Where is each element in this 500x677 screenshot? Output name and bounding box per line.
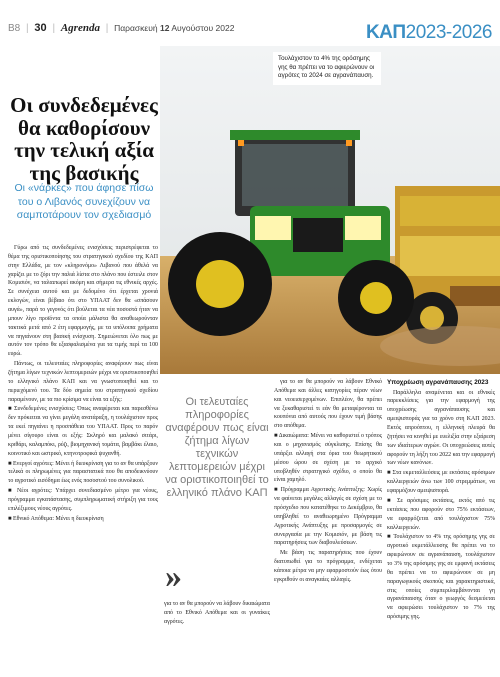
header-divider: | xyxy=(52,23,56,34)
paper-name: Agrenda xyxy=(60,22,100,34)
tractor-photo xyxy=(160,46,500,374)
paragraph: Γύρω από τις συνδεδεμένες ενισχύσεις περιστρέφεται το θέμα της οριστικοποίησης του στρατηγικού σχεδίου της ΚΑΠ στην Ελλάδα, με τον «κληρονόμο» Λιβανού που άθελά να χαρίζει με το ζόρι την παλιά λίστα στο πλάνο που έστειλε στον Κομισιόν, να ταλαιπωρεί ακόμη και σήμερα τις εθνικές αρχές. Σε συνέχεια αυτού και με δεδομένο ότι έρχεται χρονιά εκλογών, είναι βέβαιο ότι στο ΥΠΑΑΤ δεν θα «σπάσουν αυγά», παρά το γεγονός ότι βούλεται τα νέα ποσοστά ήταν να μπουν λίγο προϊόντα τα οποία μάλιστα θα αναθεωρούνταν τακτικά μετά από 2 έτη εφαρμογής, με τα υπόλοιπα χρήματα να πηγαίνουν στη βασική ενίσχυση. Σημειώνεται όλο πως με αυτόν τον τρόπο θα εξασφαλισμένα για τα τιμής περί τα 100 ευρώ. xyxy=(8,245,158,358)
paragraph: Πάντως, οι τελευταίες πληροφορίες αναφέρουν πως είναι ζήτημα λίγων τεχνικών λεπτομερειών μέχρι να οριστικοποιηθεί το ελληνικό πλάνο ΚΑΠ και να γνωστοποιηθεί και το περιεχόμενό του. Τα δύο σημεία του στρατηγικού σχεδίου παραμένουν, με τα πιο κρίσιμα να είναι τα εξής: xyxy=(8,361,158,403)
section-title: ΚΑΠ2023-2026 xyxy=(365,22,492,43)
page-header xyxy=(0,0,500,46)
page-left: B8 xyxy=(8,23,21,34)
bullet-paragraph: ■ Πρόγραμμα Αγροτικής Ανάπτυξης: Χωρίς να φαίνεται μεγάλες αλλαγές σε σχέση με το πρόσχεδιο που κατατέθηκε το Δεκέμβριο, θα υπηβληθεί το αναθεωρημένο Πρόγραμμα Αγροτικής Ανάπτυξης με προσαρμογές σε συνεργασία με την Κομισιόν, με βάση τις παρατηρήσεις των διαβουλεύσεων. xyxy=(274,487,382,547)
subheading: Υποχρέωση αγρανάπαυσης 2023 xyxy=(387,379,489,386)
issue-date: Παρασκευή 12 Αυγούστου 2022 xyxy=(114,23,235,33)
tractor-illustration xyxy=(160,46,500,374)
bullet-paragraph: ■ Δικαιώματα: Μένει να καθοριστεί ο τρόπος και ο μηχανισμός σύγκλισης. Επίσης θα υπάρξει αλλαγή στα όρια του θεωρητικού μέσου ώρου σε σχέση με το αρχικό υποβληθέν στρατηγικό σχέδιο, ο οποίο θα είναι χαμηλό. xyxy=(274,433,382,484)
paragraph: Παράλληλα αναμένεται και οι εθνικές παρεκκλίσεις για την εφαρμογή της υποχρέωσης αγρανάπαυσης και αμειψισποράς για τα χρόνο στη ΚΑΠ 2023. Εκτός απροόπτου, η ελληνική πλευρά θα ζητήσει να κινηθεί με ευελιξία στην εξαίρεση των ιδιαίτερων αγρών. Οι υποχρεώσεις αυτές αφορούν τη λήξη του 2022 και την εφαρμογή των νέων κανόνων. xyxy=(387,389,495,467)
pull-quote: Οι τελευταίες πληροφορίες αναφέρουν πως είναι ζήτημα λίγων τεχνικών λεπτομερειών μέχρι να οριστικοποιηθεί το ελληνικό πλάνο ΚΑΠ xyxy=(164,392,270,500)
bullet-paragraph: ■ Εθνικό Απόθεμα: Μένει η διευκρίνιση xyxy=(8,515,104,522)
article-headline: Οι συνδεδεμένες θα καθορίσουν την τελική αξία της βασικής xyxy=(10,93,158,186)
bullet-paragraph: ■ Τουλάχιστον το 4% της ορόσημης γης σε αγροτικό εκμετάλλευσης θα πρέπει να το αφιερώνουν σε αγρανάπαυση, τουλάχιστον το 3% της αρόσιμης γης σε εμφανή εκτάσεις θα πρέπει να το αφιερώνουν σε μη παραγωγικούς σκοπούς και χαρακτηριστικά, στις οποίες συμπεριλαμβάνονται γη αγρανάπαυσης όταν ο γεωργός δεσμεύεται να αφιερώσει τουλάχιστον το 7% της αρόσιμης γης. xyxy=(387,534,495,621)
bullet-paragraph: ■ Στα εκμεταλλεύσεις με εκτάσεις αρόσιμων καλλιεργειών άνω των 100 στρεμμάτων, να εφαρμόζουν αμειψισπορά. xyxy=(387,470,495,495)
quote-mark-icon: » xyxy=(165,558,182,595)
header-meta xyxy=(8,22,234,34)
paragraph: για το αν θα μπορούν να λάβουν Εθνικό Απόθεμα και άλλες κατηγορίες πέραν νέων και νεοεισερχομένων. Επιπλέον, θα πρέπει να ξεκαθαριστεί τι εάν θα μεταφέρονται τα κουπόνια από αυτούς που έχουν τιμή βάσης στο απόθεμα. xyxy=(274,379,382,430)
bullet-paragraph: ■ Νέοι αγρότες: Υπάρχει συνεδιασμένο μέτρο για νέους, πρόγραμμα εγκατάστασης, συμπληρωματική στήριξη για τους επιλέξιμους νέους αγρότες. xyxy=(8,488,158,512)
paragraph: Με βάση τις παρατηρήσεις που έχουν διατυπωθεί για το πρόγραμμα, ενδέχεται κάποια μέτρα να μην εφαρμοστούν έως ότου εγκριθούν οι αναγκαίες αλλαγές. xyxy=(274,550,382,583)
bullet-paragraph: ■ Σε αρόσιμες εκτάσεις, εκτός από τις εκτάσεις που αφορούν στο 75% εκτάσεων, να εφαρμόζεται από τουλάχιστον 75% καλλιεργειών. xyxy=(387,497,495,531)
body-column-3 xyxy=(274,378,382,586)
bullet-paragraph: ■ Συνδεδεμένες ενισχύσεις: Όπως αναφέρεται και παρεσθένω δεν πρόκειται να γίνει μεγάλη ανατάραξη, η τουλάχιστον προς τα εκεί πηγαίνει η προσπάθεια του ΥΠΑΑΤ. Προς το παρόν μένει σίγουρο είναι οι εξής: Σκληρό και μαλακό σιτάρι, κριθάρι, καλαμπόκι, ρύζι, βιομηχανική τομάτα, βαμβάκι έλαιο, κοινοτικό και ωστρικό, κτηνοτροφικά ψυχανθή. xyxy=(8,406,158,457)
body-column-4 xyxy=(387,378,495,623)
photo-caption: Τουλάχιστον το 4% της ορόσημης γης θα πρέπει να το αφιερώνουν οι αγρότες το 2024 σε αγρανάπαυση. xyxy=(273,52,381,85)
paragraph: για το αν θα μπορούν να λάβουν δικαιώματα από το Εθνικό Απόθεμα και οι γυναίκες αγρότες. xyxy=(164,601,270,625)
body-column-1 xyxy=(8,244,158,525)
article-deck: Οι «νάρκες» που άφησε πίσω του ο Λιβανός συνεχίζουν να σαμποτάρουν τον σχεδιασμό xyxy=(14,182,154,222)
header-divider: | xyxy=(26,23,29,34)
body-column-2 xyxy=(164,600,270,628)
page-number: 30 xyxy=(34,22,47,34)
header-divider: | xyxy=(105,23,109,34)
bullet-paragraph: ■ Ενεργοί αγρότες: Μένει ή διευκρίνιση για το αν θα υπάρξουν τελικά οι πληρωμένες για παραστατικά που θα αποδεικνύουν το αγροτικό εισόδημα έως ενός ποσοστού του συνολικού. xyxy=(8,460,158,485)
